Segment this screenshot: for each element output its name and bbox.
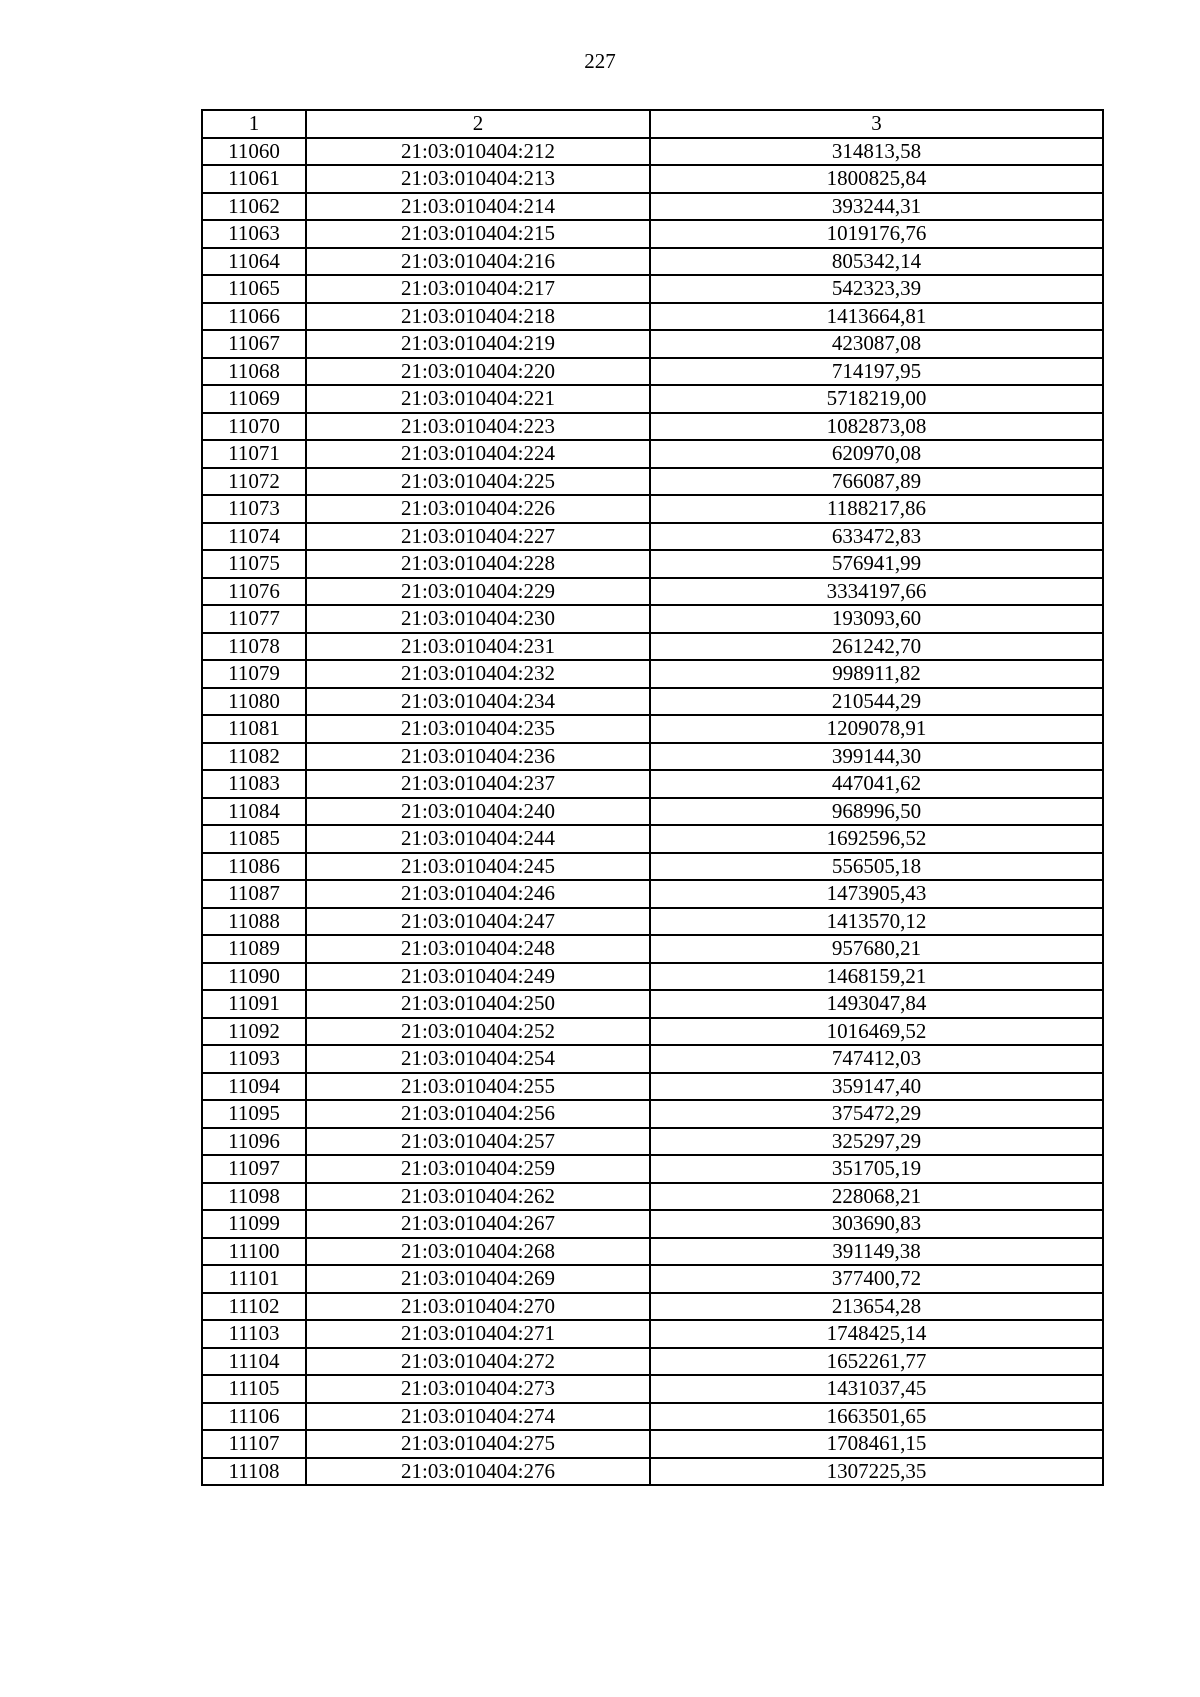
value-cell: 359147,40 <box>650 1073 1103 1101</box>
value-cell: 1413664,81 <box>650 303 1103 331</box>
cadastral-number-cell: 21:03:010404:212 <box>306 138 650 166</box>
cadastral-number-cell: 21:03:010404:267 <box>306 1210 650 1238</box>
value-cell: 957680,21 <box>650 935 1103 963</box>
value-cell: 213654,28 <box>650 1293 1103 1321</box>
table-row <box>202 193 1103 221</box>
cadastral-number-cell: 21:03:010404:220 <box>306 358 650 386</box>
table-row <box>202 358 1103 386</box>
cadastral-number-cell: 21:03:010404:259 <box>306 1155 650 1183</box>
cadastral-number-cell: 21:03:010404:248 <box>306 935 650 963</box>
column-header: 1 <box>202 110 306 138</box>
row-number-cell: 11081 <box>202 715 306 743</box>
table-row <box>202 220 1103 248</box>
cadastral-number-cell: 21:03:010404:276 <box>306 1458 650 1486</box>
table-row <box>202 1320 1103 1348</box>
cadastral-number-cell: 21:03:010404:271 <box>306 1320 650 1348</box>
row-number-cell: 11083 <box>202 770 306 798</box>
cadastral-number-cell: 21:03:010404:231 <box>306 633 650 661</box>
value-cell: 3334197,66 <box>650 578 1103 606</box>
table-row <box>202 633 1103 661</box>
table-row <box>202 550 1103 578</box>
column-header: 3 <box>650 110 1103 138</box>
value-cell: 314813,58 <box>650 138 1103 166</box>
value-cell: 1188217,86 <box>650 495 1103 523</box>
cadastral-number-cell: 21:03:010404:225 <box>306 468 650 496</box>
cadastral-number-cell: 21:03:010404:274 <box>306 1403 650 1431</box>
value-cell: 393244,31 <box>650 193 1103 221</box>
value-cell: 261242,70 <box>650 633 1103 661</box>
cadastral-number-cell: 21:03:010404:230 <box>306 605 650 633</box>
value-cell: 576941,99 <box>650 550 1103 578</box>
value-cell: 1800825,84 <box>650 165 1103 193</box>
row-number-cell: 11089 <box>202 935 306 963</box>
value-cell: 556505,18 <box>650 853 1103 881</box>
cadastral-number-cell: 21:03:010404:224 <box>306 440 650 468</box>
table-header <box>202 110 1103 138</box>
row-number-cell: 11075 <box>202 550 306 578</box>
row-number-cell: 11078 <box>202 633 306 661</box>
table-row <box>202 715 1103 743</box>
row-number-cell: 11060 <box>202 138 306 166</box>
cadastral-number-cell: 21:03:010404:229 <box>306 578 650 606</box>
value-cell: 620970,08 <box>650 440 1103 468</box>
cadastral-number-cell: 21:03:010404:268 <box>306 1238 650 1266</box>
value-cell: 375472,29 <box>650 1100 1103 1128</box>
row-number-cell: 11062 <box>202 193 306 221</box>
row-number-cell: 11071 <box>202 440 306 468</box>
row-number-cell: 11105 <box>202 1375 306 1403</box>
value-cell: 377400,72 <box>650 1265 1103 1293</box>
row-number-cell: 11087 <box>202 880 306 908</box>
cadastral-number-cell: 21:03:010404:244 <box>306 825 650 853</box>
data-table <box>201 109 1104 1486</box>
value-cell: 805342,14 <box>650 248 1103 276</box>
cadastral-number-cell: 21:03:010404:215 <box>306 220 650 248</box>
cadastral-number-cell: 21:03:010404:226 <box>306 495 650 523</box>
table-row <box>202 1073 1103 1101</box>
value-cell: 1209078,91 <box>650 715 1103 743</box>
table-row <box>202 1155 1103 1183</box>
row-number-cell: 11101 <box>202 1265 306 1293</box>
row-number-cell: 11069 <box>202 385 306 413</box>
table-row <box>202 605 1103 633</box>
row-number-cell: 11095 <box>202 1100 306 1128</box>
row-number-cell: 11068 <box>202 358 306 386</box>
table-row <box>202 770 1103 798</box>
row-number-cell: 11098 <box>202 1183 306 1211</box>
cadastral-number-cell: 21:03:010404:219 <box>306 330 650 358</box>
cadastral-number-cell: 21:03:010404:236 <box>306 743 650 771</box>
value-cell: 1016469,52 <box>650 1018 1103 1046</box>
row-number-cell: 11100 <box>202 1238 306 1266</box>
value-cell: 998911,82 <box>650 660 1103 688</box>
row-number-cell: 11086 <box>202 853 306 881</box>
cadastral-number-cell: 21:03:010404:217 <box>306 275 650 303</box>
table-row <box>202 880 1103 908</box>
row-number-cell: 11094 <box>202 1073 306 1101</box>
cadastral-number-cell: 21:03:010404:232 <box>306 660 650 688</box>
table-body <box>202 138 1103 1486</box>
table-row <box>202 1128 1103 1156</box>
cadastral-number-cell: 21:03:010404:235 <box>306 715 650 743</box>
cadastral-number-cell: 21:03:010404:275 <box>306 1430 650 1458</box>
cadastral-number-cell: 21:03:010404:249 <box>306 963 650 991</box>
table-row <box>202 413 1103 441</box>
table-row <box>202 660 1103 688</box>
row-number-cell: 11065 <box>202 275 306 303</box>
table-row <box>202 495 1103 523</box>
row-number-cell: 11099 <box>202 1210 306 1238</box>
row-number-cell: 11108 <box>202 1458 306 1486</box>
row-number-cell: 11072 <box>202 468 306 496</box>
cadastral-number-cell: 21:03:010404:218 <box>306 303 650 331</box>
value-cell: 1652261,77 <box>650 1348 1103 1376</box>
cadastral-number-cell: 21:03:010404:227 <box>306 523 650 551</box>
table-row <box>202 1045 1103 1073</box>
value-cell: 1431037,45 <box>650 1375 1103 1403</box>
table-row <box>202 1403 1103 1431</box>
value-cell: 1468159,21 <box>650 963 1103 991</box>
row-number-cell: 11088 <box>202 908 306 936</box>
cadastral-number-cell: 21:03:010404:255 <box>306 1073 650 1101</box>
row-number-cell: 11066 <box>202 303 306 331</box>
cadastral-number-cell: 21:03:010404:213 <box>306 165 650 193</box>
row-number-cell: 11096 <box>202 1128 306 1156</box>
table-row <box>202 963 1103 991</box>
value-cell: 1663501,65 <box>650 1403 1103 1431</box>
table-row <box>202 248 1103 276</box>
value-cell: 1692596,52 <box>650 825 1103 853</box>
cadastral-number-cell: 21:03:010404:269 <box>306 1265 650 1293</box>
table-row <box>202 853 1103 881</box>
row-number-cell: 11104 <box>202 1348 306 1376</box>
table-row <box>202 990 1103 1018</box>
table-row <box>202 468 1103 496</box>
value-cell: 1082873,08 <box>650 413 1103 441</box>
value-cell: 1413570,12 <box>650 908 1103 936</box>
row-number-cell: 11085 <box>202 825 306 853</box>
value-cell: 714197,95 <box>650 358 1103 386</box>
row-number-cell: 11082 <box>202 743 306 771</box>
row-number-cell: 11076 <box>202 578 306 606</box>
row-number-cell: 11103 <box>202 1320 306 1348</box>
table-row <box>202 743 1103 771</box>
table-row <box>202 1293 1103 1321</box>
cadastral-number-cell: 21:03:010404:257 <box>306 1128 650 1156</box>
table-row <box>202 440 1103 468</box>
value-cell: 303690,83 <box>650 1210 1103 1238</box>
cadastral-number-cell: 21:03:010404:247 <box>306 908 650 936</box>
table-row <box>202 330 1103 358</box>
row-number-cell: 11097 <box>202 1155 306 1183</box>
table-row <box>202 798 1103 826</box>
value-cell: 423087,08 <box>650 330 1103 358</box>
cadastral-number-cell: 21:03:010404:254 <box>306 1045 650 1073</box>
value-cell: 968996,50 <box>650 798 1103 826</box>
value-cell: 1493047,84 <box>650 990 1103 1018</box>
value-cell: 542323,39 <box>650 275 1103 303</box>
cadastral-number-cell: 21:03:010404:272 <box>306 1348 650 1376</box>
table-row <box>202 1458 1103 1486</box>
value-cell: 747412,03 <box>650 1045 1103 1073</box>
value-cell: 1748425,14 <box>650 1320 1103 1348</box>
row-number-cell: 11061 <box>202 165 306 193</box>
value-cell: 1473905,43 <box>650 880 1103 908</box>
cadastral-number-cell: 21:03:010404:250 <box>306 990 650 1018</box>
value-cell: 228068,21 <box>650 1183 1103 1211</box>
row-number-cell: 11102 <box>202 1293 306 1321</box>
value-cell: 1708461,15 <box>650 1430 1103 1458</box>
table-row <box>202 908 1103 936</box>
row-number-cell: 11090 <box>202 963 306 991</box>
table-row <box>202 688 1103 716</box>
value-cell: 399144,30 <box>650 743 1103 771</box>
cadastral-number-cell: 21:03:010404:228 <box>306 550 650 578</box>
page-number: 227 <box>584 49 616 73</box>
table-row <box>202 1348 1103 1376</box>
value-cell: 325297,29 <box>650 1128 1103 1156</box>
row-number-cell: 11080 <box>202 688 306 716</box>
value-cell: 1307225,35 <box>650 1458 1103 1486</box>
value-cell: 210544,29 <box>650 688 1103 716</box>
table-row <box>202 578 1103 606</box>
row-number-cell: 11070 <box>202 413 306 441</box>
cadastral-number-cell: 21:03:010404:221 <box>306 385 650 413</box>
value-cell: 351705,19 <box>650 1155 1103 1183</box>
value-cell: 447041,62 <box>650 770 1103 798</box>
cadastral-number-cell: 21:03:010404:234 <box>306 688 650 716</box>
value-cell: 193093,60 <box>650 605 1103 633</box>
table-row <box>202 303 1103 331</box>
table-row <box>202 825 1103 853</box>
cadastral-number-cell: 21:03:010404:245 <box>306 853 650 881</box>
row-number-cell: 11064 <box>202 248 306 276</box>
value-cell: 766087,89 <box>650 468 1103 496</box>
cadastral-number-cell: 21:03:010404:214 <box>306 193 650 221</box>
cadastral-number-cell: 21:03:010404:216 <box>306 248 650 276</box>
value-cell: 5718219,00 <box>650 385 1103 413</box>
table-row <box>202 385 1103 413</box>
table-row <box>202 1210 1103 1238</box>
row-number-cell: 11092 <box>202 1018 306 1046</box>
table-row <box>202 935 1103 963</box>
value-cell: 391149,38 <box>650 1238 1103 1266</box>
row-number-cell: 11093 <box>202 1045 306 1073</box>
table-row <box>202 138 1103 166</box>
cadastral-number-cell: 21:03:010404:246 <box>306 880 650 908</box>
row-number-cell: 11073 <box>202 495 306 523</box>
row-number-cell: 11107 <box>202 1430 306 1458</box>
table-row <box>202 275 1103 303</box>
value-cell: 1019176,76 <box>650 220 1103 248</box>
row-number-cell: 11074 <box>202 523 306 551</box>
cadastral-number-cell: 21:03:010404:256 <box>306 1100 650 1128</box>
cadastral-number-cell: 21:03:010404:252 <box>306 1018 650 1046</box>
cadastral-number-cell: 21:03:010404:223 <box>306 413 650 441</box>
table-header-row <box>202 110 1103 138</box>
value-cell: 633472,83 <box>650 523 1103 551</box>
table-row <box>202 1100 1103 1128</box>
row-number-cell: 11091 <box>202 990 306 1018</box>
table-row <box>202 1375 1103 1403</box>
row-number-cell: 11063 <box>202 220 306 248</box>
table-row <box>202 523 1103 551</box>
cadastral-number-cell: 21:03:010404:240 <box>306 798 650 826</box>
cadastral-number-cell: 21:03:010404:270 <box>306 1293 650 1321</box>
column-header: 2 <box>306 110 650 138</box>
row-number-cell: 11067 <box>202 330 306 358</box>
table-row <box>202 1430 1103 1458</box>
cadastral-number-cell: 21:03:010404:237 <box>306 770 650 798</box>
table-row <box>202 1183 1103 1211</box>
row-number-cell: 11079 <box>202 660 306 688</box>
table-row <box>202 1018 1103 1046</box>
cadastral-number-cell: 21:03:010404:273 <box>306 1375 650 1403</box>
table-row <box>202 1265 1103 1293</box>
row-number-cell: 11084 <box>202 798 306 826</box>
table-row <box>202 165 1103 193</box>
row-number-cell: 11077 <box>202 605 306 633</box>
cadastral-number-cell: 21:03:010404:262 <box>306 1183 650 1211</box>
table-row <box>202 1238 1103 1266</box>
row-number-cell: 11106 <box>202 1403 306 1431</box>
